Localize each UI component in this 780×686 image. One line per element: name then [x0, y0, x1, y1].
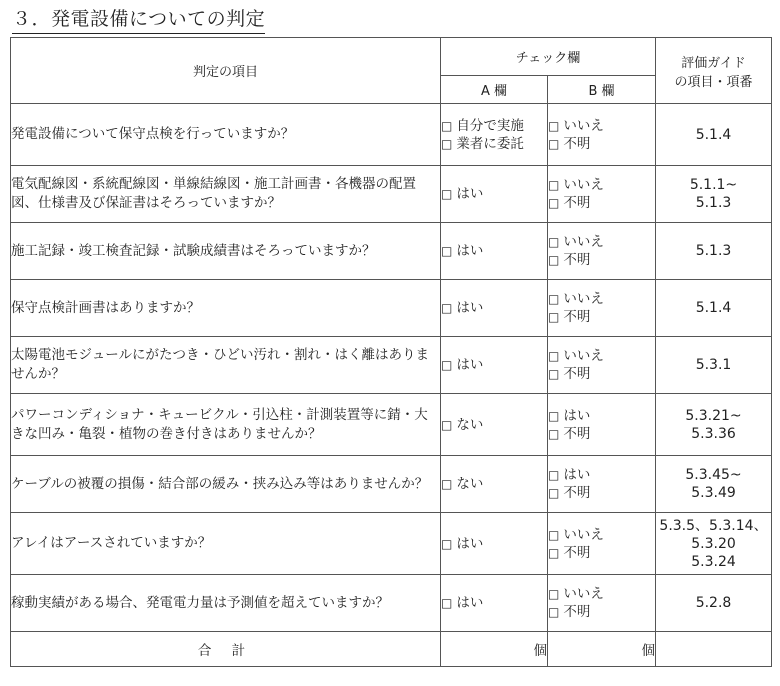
check-option-label: 不明: [563, 544, 591, 561]
check-cell-a: [441, 575, 548, 632]
guide-ref-line: 5.1.4: [695, 126, 732, 143]
total-guide-empty: [656, 632, 772, 667]
guide-ref-line: 5.3.1: [695, 357, 732, 373]
header-check: チェック欄: [441, 38, 656, 76]
header-guide-line1: 評価ガイド: [681, 55, 746, 71]
guide-ref-cell: [656, 337, 772, 394]
check-option-label: はい: [456, 595, 484, 611]
question-cell: 施工記録・竣工検査記録・試験成績書はそろっていますか？: [11, 223, 441, 280]
check-cell-a: [441, 280, 548, 337]
check-option[interactable]: [441, 185, 547, 203]
guide-ref-line: 5.1.1~: [689, 177, 738, 193]
header-guide: [656, 38, 772, 104]
check-cell-a: [441, 223, 548, 280]
check-option-label: 業者に委託: [456, 135, 524, 152]
check-option[interactable]: [441, 594, 547, 612]
guide-ref-line: 5.3.49: [691, 485, 736, 501]
checkbox-icon[interactable]: □: [548, 527, 560, 542]
guide-ref-cell: [656, 394, 772, 456]
check-option[interactable]: [548, 135, 655, 153]
checkbox-icon[interactable]: □: [548, 587, 560, 601]
checkbox-icon[interactable]: □: [548, 545, 560, 560]
guide-ref-line: 5.2.8: [695, 595, 732, 611]
page-title: ３．発電設備についての判定: [12, 4, 265, 34]
check-cell-b: [548, 337, 656, 394]
checkbox-icon[interactable]: □: [548, 196, 560, 210]
question-cell: 保守点検計画書はありますか？: [11, 280, 441, 337]
table-row: [11, 337, 772, 394]
check-option[interactable]: [441, 475, 547, 493]
check-option-label: いいえ: [563, 177, 604, 193]
check-option-label: 不明: [563, 309, 591, 325]
check-option[interactable]: [548, 365, 655, 383]
check-option-label: いいえ: [563, 348, 604, 364]
checkbox-icon[interactable]: □: [548, 605, 560, 619]
total-count-b: 個: [548, 632, 656, 667]
check-option[interactable]: [548, 484, 655, 502]
checkbox-icon[interactable]: □: [548, 235, 560, 249]
check-option[interactable]: [441, 117, 547, 135]
checkbox-icon[interactable]: □: [441, 477, 453, 491]
guide-ref-line: 5.3.5、5.3.14、: [659, 517, 768, 534]
check-option[interactable]: [548, 117, 655, 135]
question-cell: 発電設備について保守点検を行っていますか？: [11, 104, 441, 166]
check-cell-b: [548, 223, 656, 280]
guide-ref-cell: [656, 513, 772, 575]
table-row: [11, 513, 772, 575]
check-option-label: いいえ: [563, 586, 604, 602]
check-option[interactable]: [548, 407, 655, 425]
guide-ref-line: 5.1.4: [695, 300, 732, 316]
evaluation-table: [10, 37, 772, 667]
check-option[interactable]: [548, 233, 655, 251]
total-label: 合 計: [11, 632, 441, 667]
check-cell-b: [548, 280, 656, 337]
guide-ref-cell: [656, 104, 772, 166]
question-cell: 太陽電池モジュールにがたつき・ひどい汚れ・割れ・はく離はありませんか？: [11, 337, 441, 394]
check-option-label: 不明: [563, 135, 591, 152]
guide-ref-cell: [656, 166, 772, 223]
check-cell-b: [548, 575, 656, 632]
header-col-a: A 欄: [441, 76, 548, 104]
checkbox-icon[interactable]: □: [441, 301, 453, 315]
guide-ref-line: 5.3.21~: [685, 407, 742, 424]
check-option[interactable]: [548, 176, 655, 194]
check-cell-a: [441, 337, 548, 394]
guide-ref-cell: [656, 223, 772, 280]
checkbox-icon[interactable]: □: [441, 136, 453, 151]
table-row: [11, 394, 772, 456]
checkbox-icon[interactable]: □: [441, 536, 453, 551]
guide-ref-cell: [656, 575, 772, 632]
checkbox-icon[interactable]: □: [441, 596, 453, 610]
checkbox-icon[interactable]: □: [548, 486, 560, 500]
checkbox-icon[interactable]: □: [548, 310, 560, 324]
check-cell-b: [548, 166, 656, 223]
check-option[interactable]: [548, 585, 655, 603]
check-option[interactable]: [441, 299, 547, 317]
checkbox-icon[interactable]: □: [441, 417, 453, 432]
checkbox-icon[interactable]: □: [548, 136, 560, 151]
check-option[interactable]: [441, 416, 547, 434]
checkbox-icon[interactable]: □: [548, 468, 560, 482]
checkbox-icon[interactable]: □: [548, 118, 560, 133]
check-option[interactable]: [548, 347, 655, 365]
table-row: [11, 104, 772, 166]
guide-ref-cell: [656, 456, 772, 513]
check-option[interactable]: [548, 466, 655, 484]
guide-ref-line: 5.1.3: [695, 243, 732, 259]
check-option[interactable]: [548, 290, 655, 308]
check-option-label: ない: [456, 416, 484, 433]
check-option-label: 不明: [563, 252, 591, 268]
table-row: [11, 166, 772, 223]
check-option[interactable]: [441, 356, 547, 374]
check-option-label: いいえ: [563, 291, 604, 307]
check-cell-b: [548, 394, 656, 456]
check-cell-a: [441, 166, 548, 223]
checkbox-icon[interactable]: □: [441, 244, 453, 258]
check-option[interactable]: [548, 544, 655, 562]
guide-ref-line: 5.3.24: [691, 553, 736, 570]
table-row: [11, 280, 772, 337]
table-row: [11, 223, 772, 280]
check-option-label: いいえ: [563, 234, 604, 250]
check-option-label: いいえ: [563, 117, 604, 134]
check-option-label: いいえ: [563, 526, 604, 543]
question-cell: アレイはアースされていますか？: [11, 513, 441, 575]
check-cell-b: [548, 104, 656, 166]
header-col-b: B 欄: [548, 76, 656, 104]
check-option[interactable]: [548, 603, 655, 621]
checkbox-icon[interactable]: □: [548, 349, 560, 363]
check-option[interactable]: [441, 535, 547, 553]
guide-ref-line: 5.3.45~: [685, 467, 742, 483]
check-option-label: 不明: [563, 604, 591, 620]
check-option-label: 自分で実施: [456, 117, 524, 134]
check-option[interactable]: [548, 194, 655, 212]
table-body: [11, 104, 772, 632]
check-option-label: 不明: [563, 425, 591, 442]
check-option[interactable]: [548, 526, 655, 544]
check-option[interactable]: [548, 308, 655, 326]
question-cell: 電気配線図・系統配線図・単線結線図・施工計画書・各機器の配置図、仕様書及び保証書はそろっていますか？: [11, 166, 441, 223]
table-row: [11, 456, 772, 513]
check-option-label: はい: [563, 407, 591, 424]
question-cell: ケーブルの被覆の損傷・結合部の緩み・挟み込み等はありませんか？: [11, 456, 441, 513]
check-cell-a: [441, 456, 548, 513]
checkbox-icon[interactable]: □: [548, 408, 560, 423]
check-option-label: ない: [456, 476, 484, 492]
question-cell: パワーコンディショナ・キュービクル・引込柱・計測装置等に錆・大きな凹み・亀裂・植物の巻き付きはありませんか？: [11, 394, 441, 456]
total-count-a: 個: [441, 632, 548, 667]
check-option-label: はい: [456, 357, 484, 373]
check-cell-b: [548, 456, 656, 513]
check-option-label: 不明: [563, 366, 591, 382]
guide-ref-line: 5.3.20: [691, 535, 736, 552]
question-cell: 稼動実績がある場合、発電電力量は予測値を超えていますか？: [11, 575, 441, 632]
check-option-label: はい: [456, 243, 484, 259]
check-cell-a: [441, 513, 548, 575]
check-option[interactable]: [548, 251, 655, 269]
check-option-label: はい: [456, 535, 484, 552]
check-option-label: 不明: [563, 195, 591, 211]
checkbox-icon[interactable]: □: [548, 426, 560, 441]
checkbox-icon[interactable]: □: [548, 253, 560, 267]
check-option-label: はい: [563, 467, 591, 483]
check-cell-a: [441, 394, 548, 456]
checkbox-icon[interactable]: □: [548, 367, 560, 381]
header-item: 判定の項目: [11, 38, 441, 104]
guide-ref-line: 5.3.36: [691, 425, 736, 442]
header-guide-line2: の項目・項番: [674, 74, 753, 90]
checkbox-icon[interactable]: □: [548, 178, 560, 192]
table-row: [11, 575, 772, 632]
check-option-label: はい: [456, 186, 484, 202]
checkbox-icon[interactable]: □: [441, 118, 453, 133]
check-option-label: 不明: [563, 485, 591, 501]
check-option-label: はい: [456, 300, 484, 316]
check-option[interactable]: [548, 425, 655, 443]
checkbox-icon[interactable]: □: [441, 187, 453, 201]
guide-ref-line: 5.1.3: [695, 195, 732, 211]
check-cell-b: [548, 513, 656, 575]
check-option[interactable]: [441, 135, 547, 153]
guide-ref-cell: [656, 280, 772, 337]
check-cell-a: [441, 104, 548, 166]
check-option[interactable]: [441, 242, 547, 260]
checkbox-icon[interactable]: □: [548, 292, 560, 306]
checkbox-icon[interactable]: □: [441, 358, 453, 372]
